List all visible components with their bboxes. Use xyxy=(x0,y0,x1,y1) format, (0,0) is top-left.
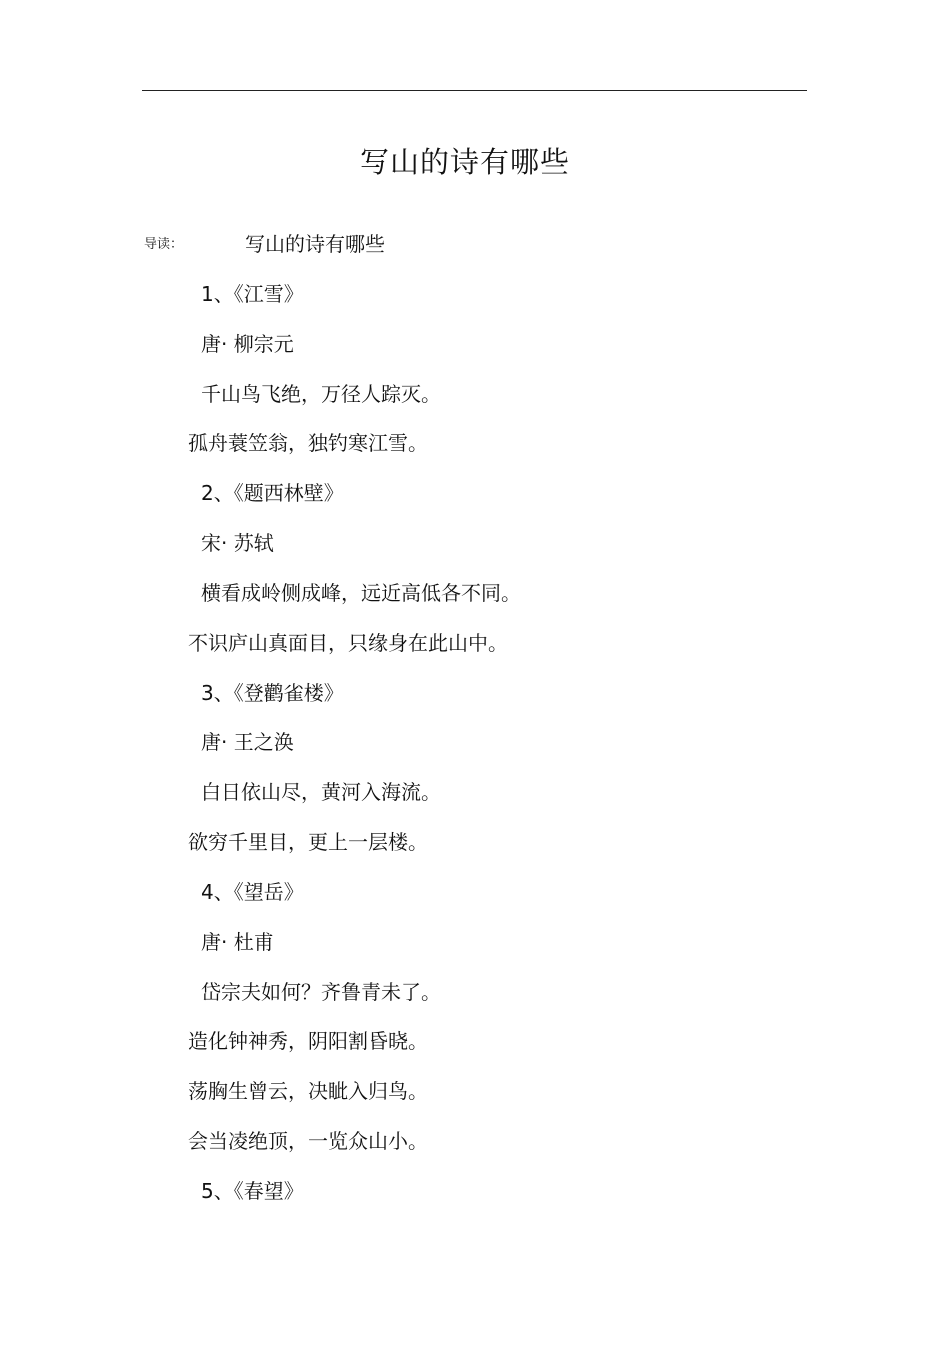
poem-4-author: 唐· 杜甫 xyxy=(201,930,274,954)
header-rule xyxy=(142,90,807,91)
page-title: 写山的诗有哪些 xyxy=(359,145,570,179)
poem-5-heading: 5、《春望》 xyxy=(201,1179,304,1203)
poem-3-verse-1: 白日依山尽，黄河入海流。 xyxy=(201,780,441,804)
poem-3-heading: 3、《登鹳雀楼》 xyxy=(201,681,344,705)
poem-4-verse-4: 会当凌绝顶，一览众山小。 xyxy=(188,1129,428,1153)
poem-2-verse-1: 横看成岭侧成峰，远近高低各不同。 xyxy=(201,581,521,605)
lead-text: 写山的诗有哪些 xyxy=(245,232,385,256)
poem-2-author: 宋· 苏轼 xyxy=(201,531,274,555)
poem-1-verse-1: 千山鸟飞绝，万径人踪灭。 xyxy=(201,382,441,406)
poem-4-verse-3: 荡胸生曾云，决眦入归鸟。 xyxy=(188,1079,428,1103)
poem-4-heading: 4、《望岳》 xyxy=(201,880,304,904)
poem-4-verse-1: 岱宗夫如何？齐鲁青未了。 xyxy=(201,980,441,1004)
poem-1-heading: 1、《江雪》 xyxy=(201,282,304,306)
poem-1-author: 唐· 柳宗元 xyxy=(201,332,294,356)
poem-3-verse-2: 欲穷千里目，更上一层楼。 xyxy=(188,830,428,854)
poem-1-verse-2: 孤舟蓑笠翁，独钓寒江雪。 xyxy=(188,431,428,455)
poem-2-verse-2: 不识庐山真面目，只缘身在此山中。 xyxy=(188,631,508,655)
poem-4-verse-2: 造化钟神秀，阴阳割昏晓。 xyxy=(188,1029,428,1053)
poem-2-heading: 2、《题西林壁》 xyxy=(201,481,344,505)
poem-3-author: 唐· 王之涣 xyxy=(201,730,294,754)
lead-label: 导读： xyxy=(144,237,184,252)
